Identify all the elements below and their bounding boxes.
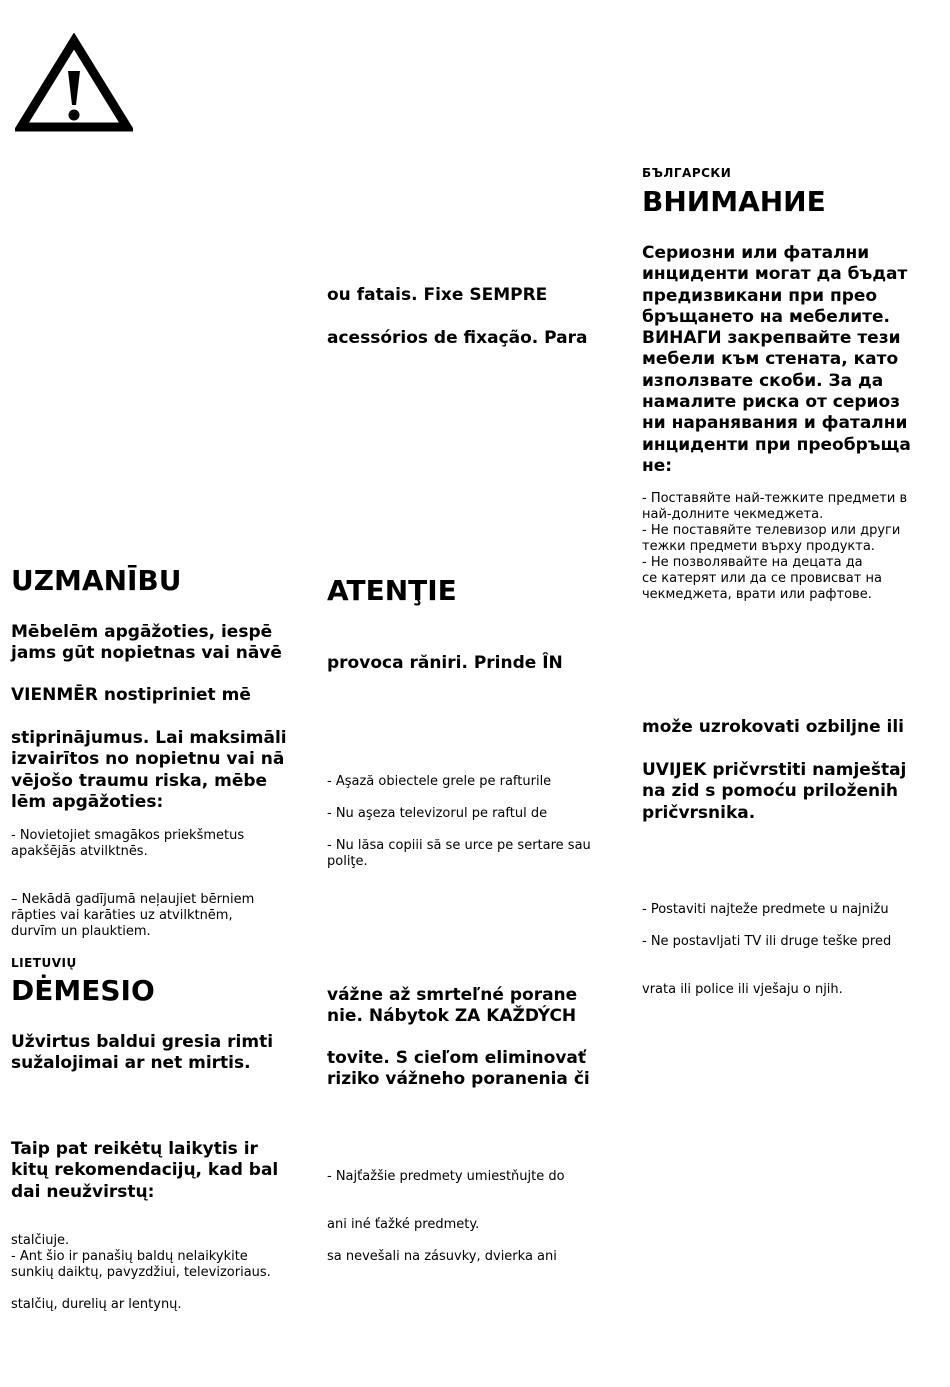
list-item-lv-2: – Nekādā gadījumā neļaujiet bērniem rāpties vai karāties uz atvilktnēm, durvīm un plauktiem. xyxy=(11,892,255,939)
language-label-lithuanian: LIETUVIŲ xyxy=(11,956,77,970)
list-item-ro-1: - Aşază obiectele grele pe rafturile xyxy=(327,774,552,789)
list-item-lv-1: - Novietojiet smagākos priekšmetus apakšējās atvilktnēs. xyxy=(11,828,245,859)
list-item-sk-2: ani iné ťažké predmety. xyxy=(327,1217,480,1232)
text-romanian-1: provoca răniri. Prinde ÎN xyxy=(327,653,563,673)
text-portuguese-2: acessórios de fixação. Para xyxy=(327,328,588,348)
warning-triangle-icon xyxy=(15,33,133,133)
text-portuguese-1: ou fatais. Fixe SEMPRE xyxy=(327,285,548,305)
intro-latvian-3: stiprinājumus. Lai maksimāli izvairītos no nopietnu vai nā vējošo traumu riska, mēbe lēm apgāžoties: xyxy=(11,728,287,812)
list-item-lt-2: stalčių, durelių ar lentynų. xyxy=(11,1297,182,1312)
heading-lithuanian: DĖMESIO xyxy=(11,974,155,1007)
list-item-bg-1: - Поставяйте най-тежките предмети в най-долните чекмеджета. xyxy=(642,491,908,522)
intro-latvian-2: VIENMĒR nostipriniet mē xyxy=(11,685,251,705)
intro-latvian-1: Mēbelēm apgāžoties, iespē jams gūt nopietnas vai nāvē xyxy=(11,622,282,664)
list-item-sk-3: sa nevešali na zásuvky, dvierka ani xyxy=(327,1249,557,1264)
intro-bulgarian: Сериозни или фатални инциденти могат да бъдат предизвикани при прео бръщането на мебелите. ВИНАГИ закрепвайте тези мебели към стената, като използвате скоби. За да намалите риска от сериоз ни наранявания и фатални инциденти при преобръща не: xyxy=(642,243,911,476)
intro-lithuanian-2: Taip pat reikėtų laikytis ir kitų rekomendacijų, kad bal dai neužvirstų: xyxy=(11,1139,279,1202)
list-item-bg-2: - Не поставяйте телевизор или други тежки предмети върху продукта. xyxy=(642,523,901,554)
list-item-ro-2: - Nu aşeza televizorul pe raftul de xyxy=(327,806,548,821)
list-item-ro-3: - Nu lăsa copiii să se urce pe sertare sau poliţe. xyxy=(327,838,591,869)
heading-latvian: UZMANĪBU xyxy=(11,564,182,597)
language-label-bulgarian: БЪЛГАРСКИ xyxy=(642,166,732,180)
text-slovak-1: vážne až smrteľné porane nie. Nábytok ZA KAŽDÝCH xyxy=(327,985,578,1027)
text-slovak-2: tovite. S cieľom eliminovať riziko vážneho poranenia či xyxy=(327,1048,590,1090)
heading-romanian: ATENŢIE xyxy=(327,574,457,607)
list-item-hr-3: vrata ili police ili vješaju o njih. xyxy=(642,982,843,997)
text-croatian-2: UVIJEK pričvrstiti namještaj na zid s pomoću priloženih pričvrsnika. xyxy=(642,760,907,823)
text-croatian-1: može uzrokovati ozbiljne ili xyxy=(642,717,905,737)
list-item-bg-3: - Не позволявайте на децата да се катерят или да се провисват на чекмеджета, врати или рафтове. xyxy=(642,555,882,602)
list-item-lt-1: stalčiuje. - Ant šio ir panašių baldų nelaikykite sunkių daiktų, pavyzdžiui, televizoriaus. xyxy=(11,1233,271,1280)
list-item-hr-1: - Postaviti najteže predmete u najnižu xyxy=(642,902,889,917)
heading-bulgarian: ВНИМАНИЕ xyxy=(642,185,826,218)
list-item-sk-1: - Najťažšie predmety umiestňujte do xyxy=(327,1169,565,1184)
intro-lithuanian-1: Užvirtus baldui gresia rimti sužalojimai ar net mirtis. xyxy=(11,1032,274,1074)
list-item-hr-2: - Ne postavljati TV ili druge teške pred xyxy=(642,934,892,949)
